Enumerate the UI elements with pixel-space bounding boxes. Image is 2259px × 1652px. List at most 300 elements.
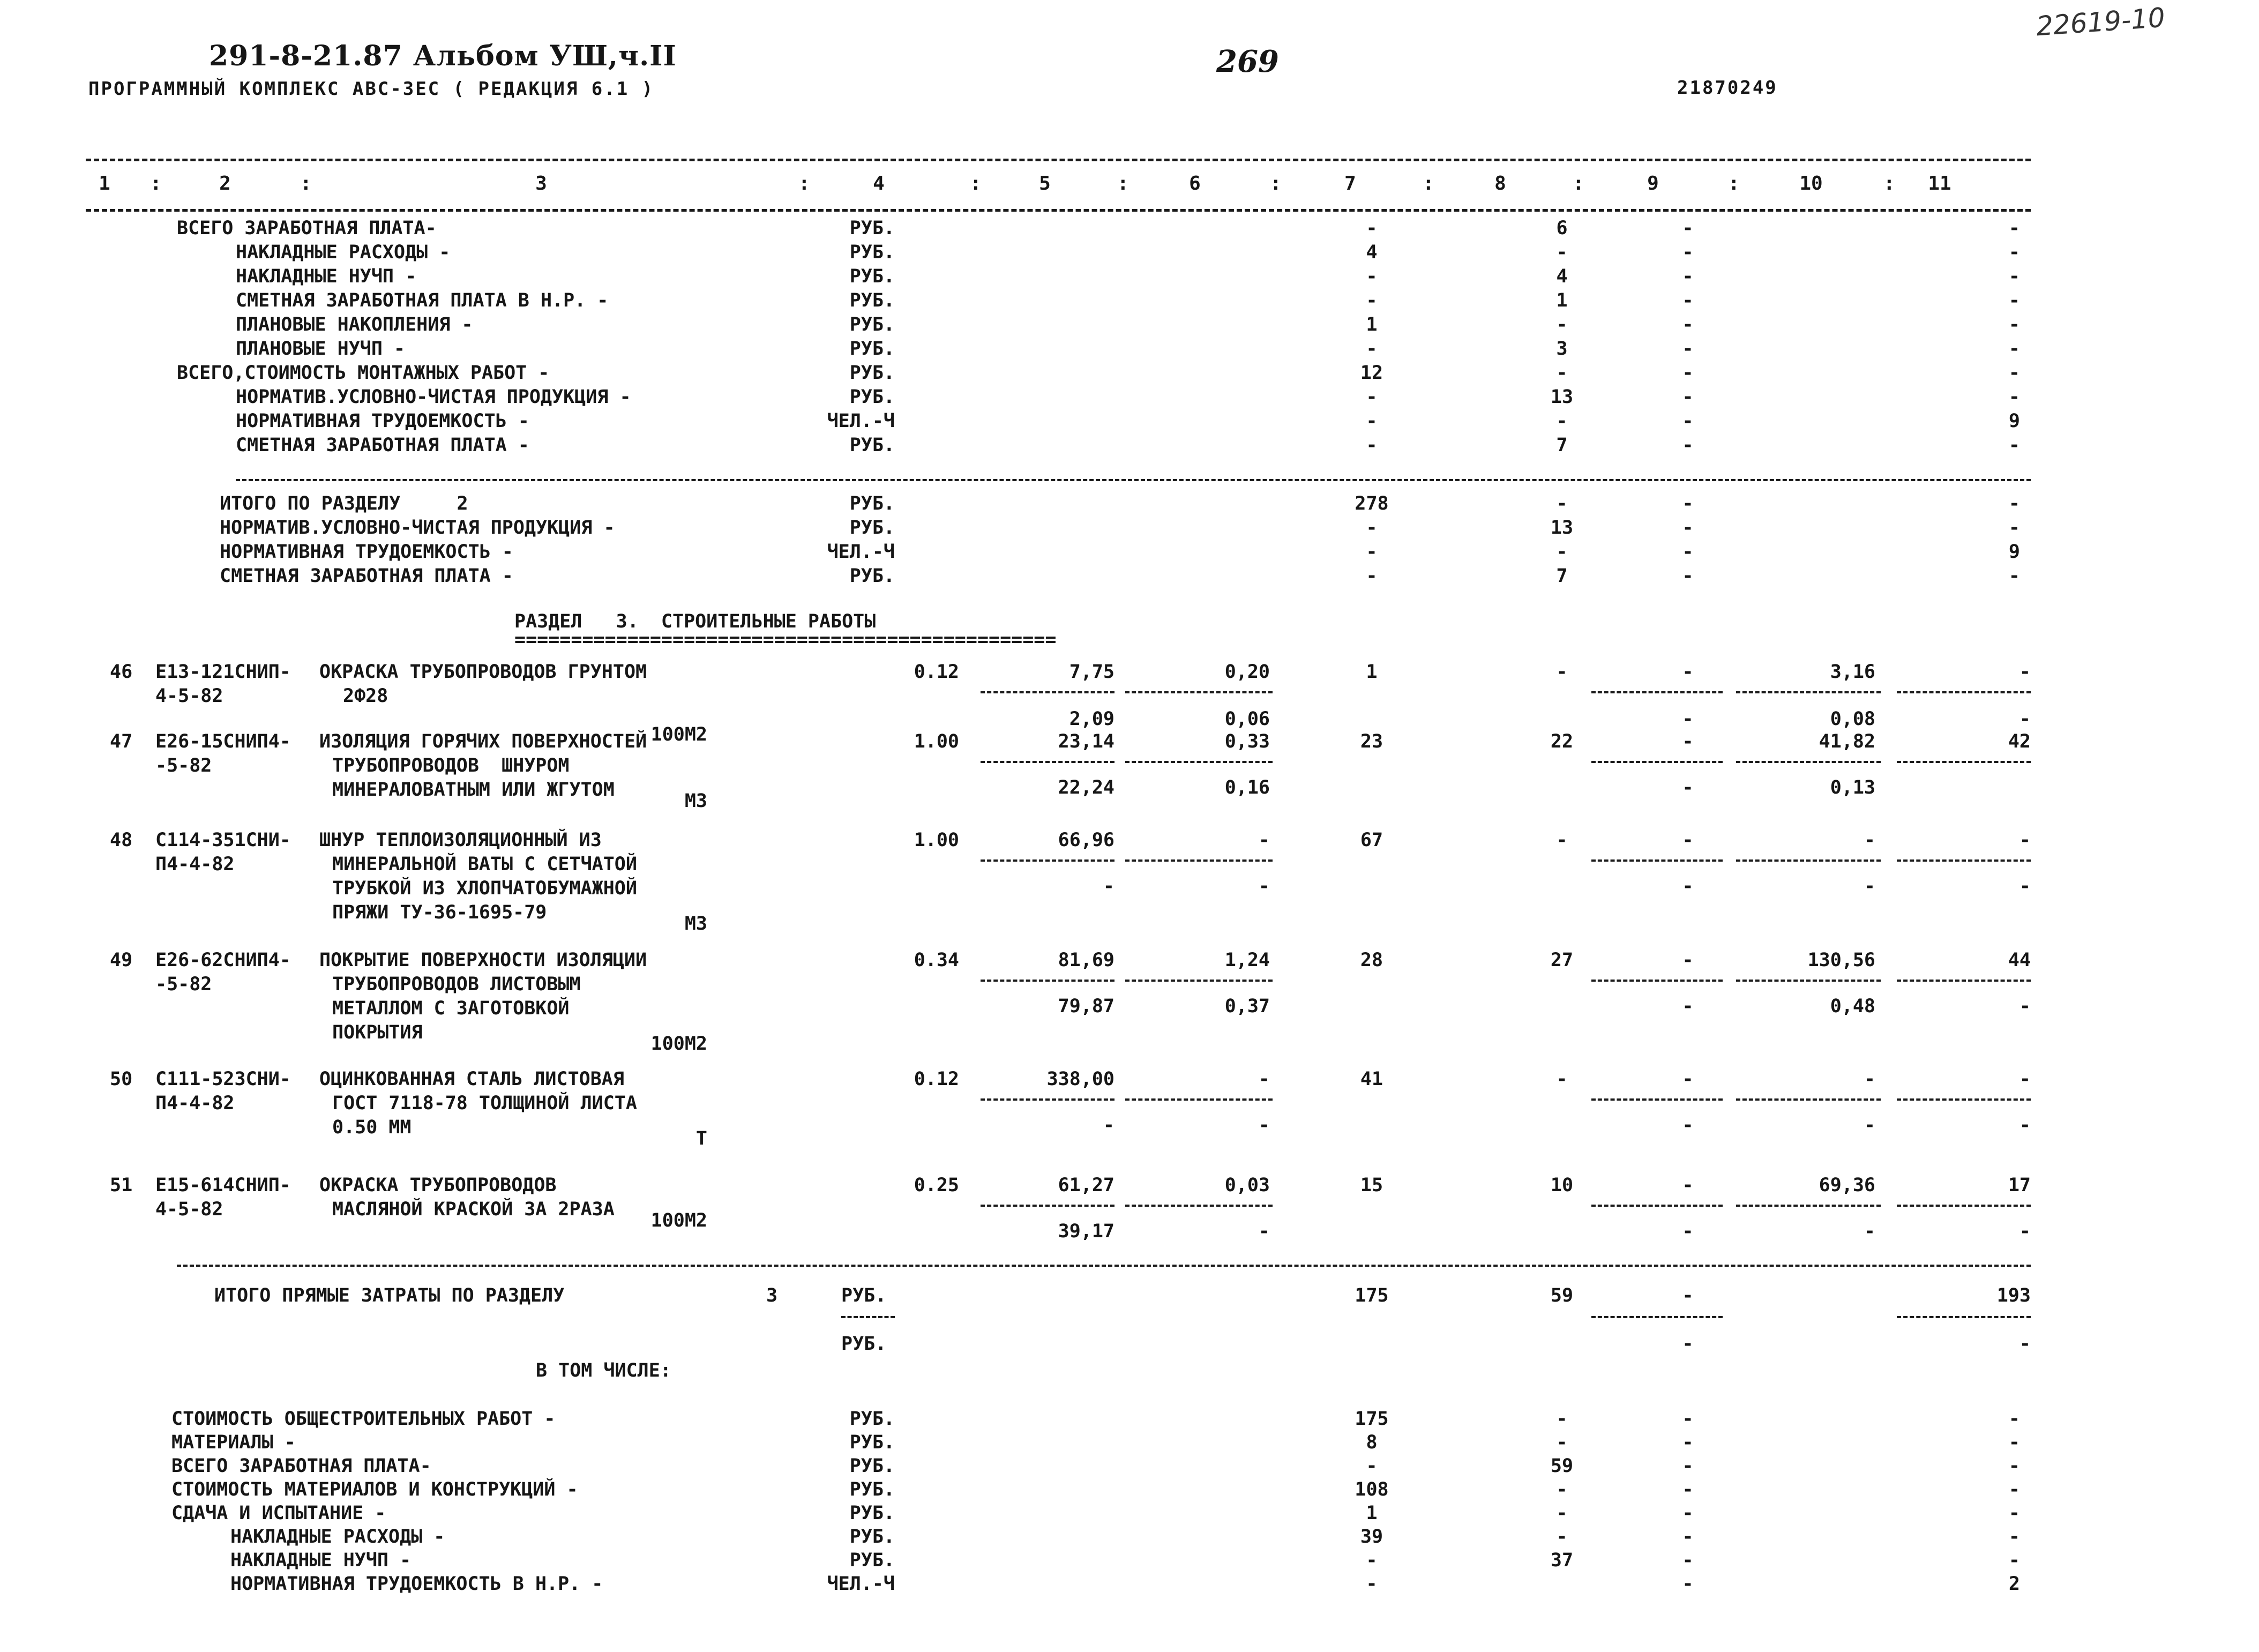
unit-label: РУБ. [849,218,895,239]
unit-cost-wages: - [1258,1068,1270,1090]
summary-label: ВСЕГО ЗАРАБОТНАЯ ПЛАТА- [171,1455,431,1477]
value-col-11: - [2008,435,2020,456]
sub-rule [981,1205,1114,1207]
item-description-line: ШНУР ТЕПЛОИЗОЛЯЦИОННЫЙ ИЗ [319,829,602,851]
unit-label: РУБ. [849,1503,895,1524]
column-separator: : [1270,173,1282,195]
column-separator: : [1423,173,1434,195]
item-quantity: 0.12 [914,1068,959,1090]
column-header-9: 9 [1647,173,1659,195]
summary-label: НАКЛАДНЫЕ НУЧП - [236,266,417,287]
unit-cost: 66,96 [1058,829,1114,851]
col-9-sub: - [1682,777,1694,798]
value-col-7: 12 [1360,362,1383,384]
unit-cost-wages: 1,24 [1224,950,1270,971]
sub-rule [1125,691,1273,693]
value-col-11: - [2008,565,2020,587]
value-col-8: 7 [1556,565,1568,587]
value-col-11: - [2008,266,2020,287]
value-col-7: 278 [1355,493,1389,514]
sub-rule [1125,980,1273,982]
labor-total: 17 [2008,1175,2031,1196]
column-separator: : [1728,173,1740,195]
unit-cost-sub: - [1103,876,1114,897]
value-col-7: - [1366,1455,1378,1477]
unit-cost-sub: 39,17 [1058,1221,1114,1242]
labor-per-unit: 69,36 [1819,1175,1875,1196]
value-col-9: - [1682,1285,1694,1306]
value-col-9: - [1682,1479,1694,1500]
column-header-6: 6 [1189,173,1201,195]
value-col-9: - [1682,435,1694,456]
unit-label: РУБ. [849,1432,895,1453]
item-description-line: ОКРАСКА ТРУБОПРОВОДОВ [319,1175,557,1196]
item-code-cont: П4-4-82 [155,1093,235,1114]
labor-total: - [2019,661,2031,683]
value-col-11: - [2008,218,2020,239]
summary-label: ПЛАНОВЫЕ НУЧП - [236,338,406,360]
value-col-11: - [2008,386,2020,408]
value-col-7: - [1366,218,1378,239]
total-cost: 28 [1360,950,1383,971]
unit-cost-wages-sub: - [1258,876,1270,897]
column-separator: : [150,173,162,195]
value-col-9: - [1682,1432,1694,1453]
value-col-8: 13 [1550,386,1574,408]
summary-label: СМЕТНАЯ ЗАРАБОТНАЯ ПЛАТА В Н.Р. - [236,290,609,311]
value-col-9: - [1682,314,1694,335]
value-col-9: - [1682,1550,1694,1571]
value-col-7: - [1366,338,1378,360]
value-col-8: - [1556,242,1568,263]
page-number: 269 [1216,44,1279,79]
value-col-11: 193 [1996,1285,2031,1306]
item-code: С114-351СНИ- [155,829,291,851]
unit-label: РУБ. [849,565,895,587]
column-header-11: 11 [1928,173,1951,195]
item-description-line: ОЦИНКОВАННАЯ СТАЛЬ ЛИСТОВАЯ [319,1068,624,1090]
sub-rule [1591,691,1723,693]
section-title-underline: ================================================ [514,629,1057,651]
summary-label: СМЕТНАЯ ЗАРАБОТНАЯ ПЛАТА - [236,435,529,456]
header-bottom-rule [86,209,2031,212]
value-col-7: - [1366,266,1378,287]
labor-per-unit: - [1864,829,1875,851]
sub-rule [1125,1205,1273,1207]
sub-rule [1125,859,1273,862]
value-col-9: - [1682,218,1694,239]
labor-per-unit-sub: - [1864,1221,1875,1242]
summary-label: ВСЕГО ЗАРАБОТНАЯ ПЛАТА- [177,218,437,239]
value-col-8: 7 [1556,435,1568,456]
value-col-7: 8 [1366,1432,1378,1453]
value-col-8: - [1556,493,1568,514]
value-col-7: - [1366,410,1378,432]
item-description-line: ГОСТ 7118-78 ТОЛЩИНОЙ ЛИСТА [332,1093,637,1114]
total-wages: 10 [1550,1175,1574,1196]
value-col-7: - [1366,290,1378,311]
unit-label: РУБ. [849,435,895,456]
value-col-7: - [1366,1550,1378,1571]
sub-rule [1897,1205,2031,1207]
handwritten-stamp: 22619-10 [2035,2,2166,42]
value-col-8: 3 [1556,338,1568,360]
item-code-cont: -5-82 [155,755,212,776]
value-col-7: - [1366,541,1378,563]
value-col-9: - [1682,565,1694,587]
sub-rule [981,691,1114,693]
unit-cost-wages-sub: 0,16 [1224,777,1270,798]
sub-rule [1591,1205,1723,1207]
summary-label: СДАЧА И ИСПЫТАНИЕ - [171,1503,386,1524]
value-col-8: - [1556,362,1568,384]
item-unit: 100М2 [650,724,707,745]
total-cost: 67 [1360,829,1383,851]
item-code-cont: П4-4-82 [155,854,235,875]
unit-label: РУБ. [849,1408,895,1430]
value-col-8: - [1556,1479,1568,1500]
column-header-2: 2 [219,173,231,195]
col-9: - [1682,661,1694,683]
unit-label: РУБ. [849,266,895,287]
value-col-7: 108 [1355,1479,1389,1500]
sub-rule [1591,980,1723,982]
summary-label: НОРМАТИВ.УСЛОВНО-ЧИСТАЯ ПРОДУКЦИЯ - [236,386,631,408]
value-col-11: - [2008,1432,2020,1453]
column-header-1: 1 [99,173,110,195]
value-col-9: - [1682,517,1694,539]
sub-rule [1736,1205,1881,1207]
sub-rule [1125,1098,1273,1101]
value-col-8: 37 [1550,1550,1574,1571]
column-separator: : [1573,173,1584,195]
value-col-11: - [2008,1455,2020,1477]
unit-label: РУБ. [849,1526,895,1548]
unit-cost: 338,00 [1046,1068,1114,1090]
col-9: - [1682,1068,1694,1090]
value-col-11: - [2008,1503,2020,1524]
item-description-line: 0.50 ММ [332,1117,412,1138]
value-col-8: - [1556,314,1568,335]
section-rule [236,479,2031,481]
labor-per-unit: 130,56 [1807,950,1875,971]
column-header-10: 10 [1799,173,1823,195]
labor-total: 44 [2008,950,2031,971]
value-col-9: - [1682,410,1694,432]
section3-total-label: ИТОГО ПРЯМЫЕ ЗАТРАТЫ ПО РАЗДЕЛУ [214,1285,565,1306]
value-col-9: - [1682,242,1694,263]
summary-label: СТОИМОСТЬ ОБЩЕСТРОИТЕЛЬНЫХ РАБОТ - [171,1408,556,1430]
item-code: Е15-614СНИП- [155,1175,291,1196]
sub-rule [841,1316,895,1318]
value-col-7: 175 [1355,1285,1389,1306]
summary-label: НАКЛАДНЫЕ РАСХОДЫ - [230,1526,445,1548]
sub-rule [1897,691,2031,693]
unit-cost: 7,75 [1069,661,1114,683]
value-col-9: - [1682,493,1694,514]
value-col-7: 39 [1360,1526,1383,1548]
summary-label: НОРМАТИВНАЯ ТРУДОЕМКОСТЬ - [236,410,529,432]
sub-rule [1897,1098,2031,1101]
unit-cost-wages-sub: - [1258,1221,1270,1242]
sub-rule [1736,761,1881,763]
sub-rule [981,980,1114,982]
labor-total: - [2019,829,2031,851]
value-col-9: - [1682,1573,1694,1595]
value-col-8: 13 [1550,517,1574,539]
document-code: 21870249 [1677,77,1778,99]
item-description-line: МИНЕРАЛЬНОЙ ВАТЫ С СЕТЧАТОЙ [332,854,637,875]
value-col-11: - [2008,1526,2020,1548]
sub-rule [1591,1098,1723,1101]
table-top-rule [86,159,2031,161]
item-extra: 2Ф28 [343,685,388,707]
col-9: - [1682,829,1694,851]
item-description-line: МАСЛЯНОЙ КРАСКОЙ ЗА 2РАЗА [332,1199,615,1220]
value-col-9: - [1682,290,1694,311]
value-col-7: - [1366,517,1378,539]
labor-per-unit-sub: - [1864,1115,1875,1136]
value-col-7: - [1366,1573,1378,1595]
item-quantity: 0.25 [914,1175,959,1196]
value-col-11: - [2008,338,2020,360]
item-number: 46 [110,661,133,683]
item-quantity: 1.00 [914,731,959,752]
sub-rule [981,859,1114,862]
sub-rule [1125,761,1273,763]
item-code-cont: 4-5-82 [155,685,223,707]
sub-rule [1591,761,1723,763]
unit-label: РУБ. [849,517,895,539]
value-col-11: - [2008,1408,2020,1430]
total-wages: - [1556,1068,1568,1090]
in-that-number-heading: В ТОМ ЧИСЛЕ: [536,1360,671,1381]
column-separator: : [1117,173,1129,195]
col-9-sub: - [1682,996,1694,1017]
labor-total-sub: - [2019,708,2031,730]
item-number: 50 [110,1068,133,1090]
item-number: 48 [110,829,133,851]
sub-rule [1736,980,1881,982]
value-col-8: - [1556,410,1568,432]
unit-cost-wages-sub: 0,06 [1224,708,1270,730]
section-total-label: ИТОГО ПО РАЗДЕЛУ 2 [220,493,468,514]
column-separator: : [798,173,810,195]
value-col-7: 4 [1366,242,1378,263]
total-wages: 27 [1550,950,1574,971]
unit-cost-sub: - [1103,1115,1114,1136]
col-9-sub: - [1682,1221,1694,1242]
unit-label: РУБ. [849,493,895,514]
value-col-7: - [1366,386,1378,408]
item-number: 51 [110,1175,133,1196]
total-cost: 23 [1360,731,1383,752]
value-col-8: 4 [1556,266,1568,287]
value-col-7: - [1366,565,1378,587]
item-quantity: 0.12 [914,661,959,683]
column-header-4: 4 [873,173,885,195]
unit-cost: 61,27 [1058,1175,1114,1196]
item-description-line: ПОКРЫТИЯ [332,1022,423,1043]
total-cost: 41 [1360,1068,1383,1090]
sub-rule [981,761,1114,763]
unit-label: РУБ. [849,338,895,360]
value-col-8: - [1556,1503,1568,1524]
unit-label: РУБ. [841,1285,887,1306]
total-cost: 15 [1360,1175,1383,1196]
sub-rule [981,1098,1114,1101]
section-total-label: НОРМАТИВ.УСЛОВНО-ЧИСТАЯ ПРОДУКЦИЯ - [220,517,615,539]
unit-cost-wages: 0,03 [1224,1175,1270,1196]
item-quantity: 0.34 [914,950,959,971]
column-header-8: 8 [1494,173,1506,195]
unit-label: РУБ. [849,290,895,311]
col-9: - [1682,950,1694,971]
labor-total: - [2019,1068,2031,1090]
sub-rule [1897,859,2031,862]
total-wages: - [1556,829,1568,851]
item-description-line: ТРУБКОЙ ИЗ ХЛОПЧАТОБУМАЖНОЙ [332,878,637,899]
labor-total-sub: - [2019,876,2031,897]
labor-per-unit-sub: - [1864,876,1875,897]
item-unit: 100М2 [650,1210,707,1231]
section-total-label: СМЕТНАЯ ЗАРАБОТНАЯ ПЛАТА - [220,565,513,587]
item-unit: 100М2 [650,1033,707,1055]
unit-label: ЧЕЛ.-Ч [827,1573,895,1595]
unit-label: РУБ. [849,314,895,335]
value-col-7: - [1366,435,1378,456]
item-description-line: ОКРАСКА ТРУБОПРОВОДОВ ГРУНТОМ [319,661,647,683]
item-number: 47 [110,731,133,752]
unit-label: РУБ. [849,1455,895,1477]
labor-total-sub: - [2019,996,2031,1017]
summary-label: СТОИМОСТЬ МАТЕРИАЛОВ И КОНСТРУКЦИЙ - [171,1479,578,1500]
total-wages: - [1556,661,1568,683]
item-code: Е26-62СНИП4- [155,950,291,971]
item-unit: Т [695,1128,707,1149]
value-col-7: 175 [1355,1408,1389,1430]
value-col-9: - [1682,1408,1694,1430]
item-description-line: ИЗОЛЯЦИЯ ГОРЯЧИХ ПОВЕРХНОСТЕЙ [319,731,647,752]
value-col-8: - [1556,1432,1568,1453]
sub-rule [1736,859,1881,862]
item-unit: М3 [684,913,707,935]
sub-rule [1736,691,1881,693]
summary-label: МАТЕРИАЛЫ - [171,1432,296,1453]
unit-label: РУБ. [849,386,895,408]
column-separator: : [300,173,312,195]
value-col-11: - [2019,1333,2031,1355]
labor-total-sub: - [2019,1221,2031,1242]
unit-label: РУБ. [849,1550,895,1571]
col-9: - [1682,731,1694,752]
value-col-8: 6 [1556,218,1568,239]
sub-rule [1591,1316,1723,1318]
unit-cost-sub: 2,09 [1069,708,1114,730]
labor-per-unit-sub: 0,08 [1830,708,1875,730]
item-code-cont: 4-5-82 [155,1199,223,1220]
labor-per-unit-sub: 0,48 [1830,996,1875,1017]
value-col-9: - [1682,362,1694,384]
unit-cost-wages-sub: 0,37 [1224,996,1270,1017]
column-header-5: 5 [1039,173,1051,195]
section-title: РАЗДЕЛ 3. СТРОИТЕЛЬНЫЕ РАБОТЫ [514,611,876,632]
value-col-11: - [2008,362,2020,384]
value-col-11: 2 [2008,1573,2020,1595]
section-total-label: НОРМАТИВНАЯ ТРУДОЕМКОСТЬ - [220,541,513,563]
value-col-8: - [1556,541,1568,563]
value-col-11: - [2008,1479,2020,1500]
unit-label: ЧЕЛ.-Ч [827,410,895,432]
sub-rule [1897,1316,2031,1318]
program-line: ПРОГРАММНЫЙ КОМПЛЕКС АВС-3ЕС ( РЕДАКЦИЯ 6.1 ) [88,78,655,100]
col-9-sub: - [1682,708,1694,730]
item-description-line: ПОКРЫТИЕ ПОВЕРХНОСТИ ИЗОЛЯЦИИ [319,950,647,971]
column-header-3: 3 [535,173,547,195]
sub-rule [1897,980,2031,982]
unit-cost-wages-sub: - [1258,1115,1270,1136]
labor-total: 42 [2008,731,2031,752]
unit-label: РУБ. [841,1333,887,1355]
column-separator: : [1883,173,1895,195]
unit-cost-wages: - [1258,829,1270,851]
item-description-line: МИНЕРАЛОВАТНЫМ ИЛИ ЖГУТОМ [332,779,615,801]
value-col-8: 1 [1556,290,1568,311]
item-number: 49 [110,950,133,971]
labor-total-sub: - [2019,1115,2031,1136]
item-quantity: 1.00 [914,829,959,851]
unit-cost-sub: 79,87 [1058,996,1114,1017]
section-rule [177,1265,2031,1267]
total-wages: 22 [1550,731,1574,752]
labor-per-unit: - [1864,1068,1875,1090]
summary-label: НАКЛАДНЫЕ РАСХОДЫ - [236,242,451,263]
item-code: Е26-15СНИП4- [155,731,291,752]
unit-label: РУБ. [849,1479,895,1500]
value-col-9: - [1682,541,1694,563]
value-col-11: 9 [2008,410,2020,432]
unit-cost: 81,69 [1058,950,1114,971]
value-col-11: - [2008,517,2020,539]
unit-cost-wages: 0,20 [1224,661,1270,683]
summary-label: ПЛАНОВЫЕ НАКОПЛЕНИЯ - [236,314,473,335]
labor-per-unit: 3,16 [1830,661,1875,683]
value-col-11: - [2008,290,2020,311]
unit-cost: 23,14 [1058,731,1114,752]
value-col-9: - [1682,386,1694,408]
value-col-7: 1 [1366,1503,1378,1524]
summary-label: ВСЕГО,СТОИМОСТЬ МОНТАЖНЫХ РАБОТ - [177,362,550,384]
item-code: С111-523СНИ- [155,1068,291,1090]
item-description-line: ТРУБОПРОВОДОВ ЛИСТОВЫМ [332,974,581,995]
value-col-9: - [1682,1333,1694,1355]
unit-label: РУБ. [849,242,895,263]
value-col-9: - [1682,1503,1694,1524]
item-description-line: ТРУБОПРОВОДОВ ШНУРОМ [332,755,570,776]
summary-label: НАКЛАДНЫЕ НУЧП - [230,1550,412,1571]
sub-rule [1736,1098,1881,1101]
item-code: Е13-121СНИП- [155,661,291,683]
value-col-9: - [1682,1455,1694,1477]
section3-total-number: 3 [766,1285,778,1306]
total-cost: 1 [1366,661,1378,683]
album-title: 291-8-21.87 Альбом УШ,ч.II [209,40,677,72]
unit-label: РУБ. [849,362,895,384]
labor-per-unit-sub: 0,13 [1830,777,1875,798]
value-col-11: 9 [2008,541,2020,563]
value-col-9: - [1682,338,1694,360]
value-col-8: 59 [1550,1455,1574,1477]
